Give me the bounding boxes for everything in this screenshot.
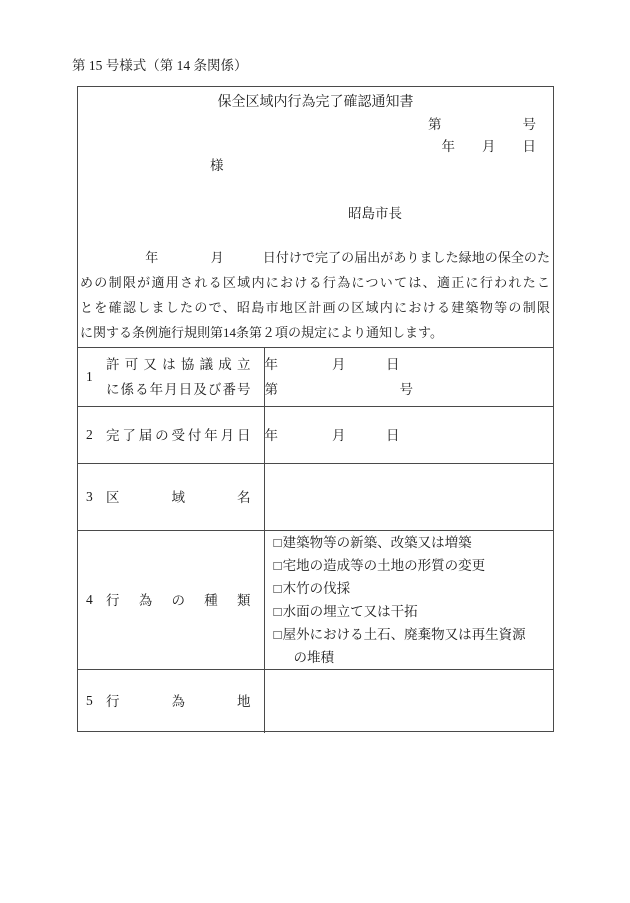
row-label-cell [78,464,264,531]
form-box [77,86,554,732]
row-label-line-2: に係る年月日及び番号 [106,382,251,397]
table-row-receipt-date [78,407,553,464]
row-label-cell [78,531,264,670]
checklist-item-label: 木竹の伐採 [282,581,351,596]
table-row-area-name [78,464,553,531]
row-value-cell [264,407,553,464]
checklist-item [265,577,554,600]
checkbox-icon[interactable]: □ [273,581,282,596]
row-label-cell [78,670,264,733]
value-number-line: 第 号 [264,382,413,397]
addressee-suffix: 様 [210,158,224,173]
form-header [78,87,553,347]
row-number: 2 [86,427,93,442]
form-number-heading: 第 15 号様式（第 14 条関係） [72,58,248,73]
row-value-cell [264,670,553,733]
row-value-cell [264,464,553,531]
checklist-item [265,600,554,623]
checklist-item-wrap-line: の堆積 [293,650,334,665]
value-date-line: 年 月 日 [264,357,400,372]
row-label: 行為地 [106,693,251,709]
checklist-item [265,531,554,554]
table-row-action-site [78,670,553,733]
checkbox-icon[interactable]: □ [273,627,282,642]
action-type-checklist [264,531,553,670]
row-number: 1 [86,369,93,384]
document-number-line: 第 号 [428,117,536,132]
body-paragraph [80,245,550,345]
checkbox-icon[interactable]: □ [273,535,282,550]
value-date-line: 年 月 日 [264,427,400,443]
row-label-cell [78,407,264,464]
checklist-item-label: 屋外における土石、廃棄物又は再生資源 [282,627,526,642]
row-number: 3 [86,489,93,504]
document-title: 保全区域内行為完了確認通知書 [217,95,414,110]
checklist-item-label: 建築物等の新築、改築又は増築 [282,535,472,550]
row-value-cell [264,348,553,407]
form-table [78,347,553,733]
table-row-permit-date-number [78,348,553,407]
row-number: 5 [86,693,93,709]
checkbox-icon[interactable]: □ [273,558,282,573]
body-line-2: めの制限が適用される区域内における行為については、適正に行われたこ [80,275,550,290]
row-label: 行為の種類 [106,592,251,608]
checklist-item [265,554,554,577]
body-line-3: とを確認しましたので、昭島市地区計画の区域内における建築物等の制限 [80,300,550,315]
body-line-1: 年 月 日付けで完了の届出がありました緑地の保全のた [80,250,550,265]
checkbox-icon[interactable]: □ [273,604,282,619]
row-number: 4 [86,592,93,607]
row-label: 完了届の受付年月日 [106,427,251,443]
checklist-item-label: 水面の埋立て又は干拓 [282,604,418,619]
table-row-action-type [78,531,553,670]
row-label-cell [78,348,264,407]
row-label-line-1: 許可又は協議成立 [106,357,251,372]
body-line-4: に関する条例施行規則第14条第２項の規定により通知します。 [80,325,443,340]
checklist-item [265,623,554,646]
document-date-line: 年 月 日 [441,139,536,154]
row-label: 区域名 [106,489,251,505]
sender-title: 昭島市長 [348,206,402,221]
checklist-item-label: 宅地の造成等の土地の形質の変更 [282,558,486,573]
